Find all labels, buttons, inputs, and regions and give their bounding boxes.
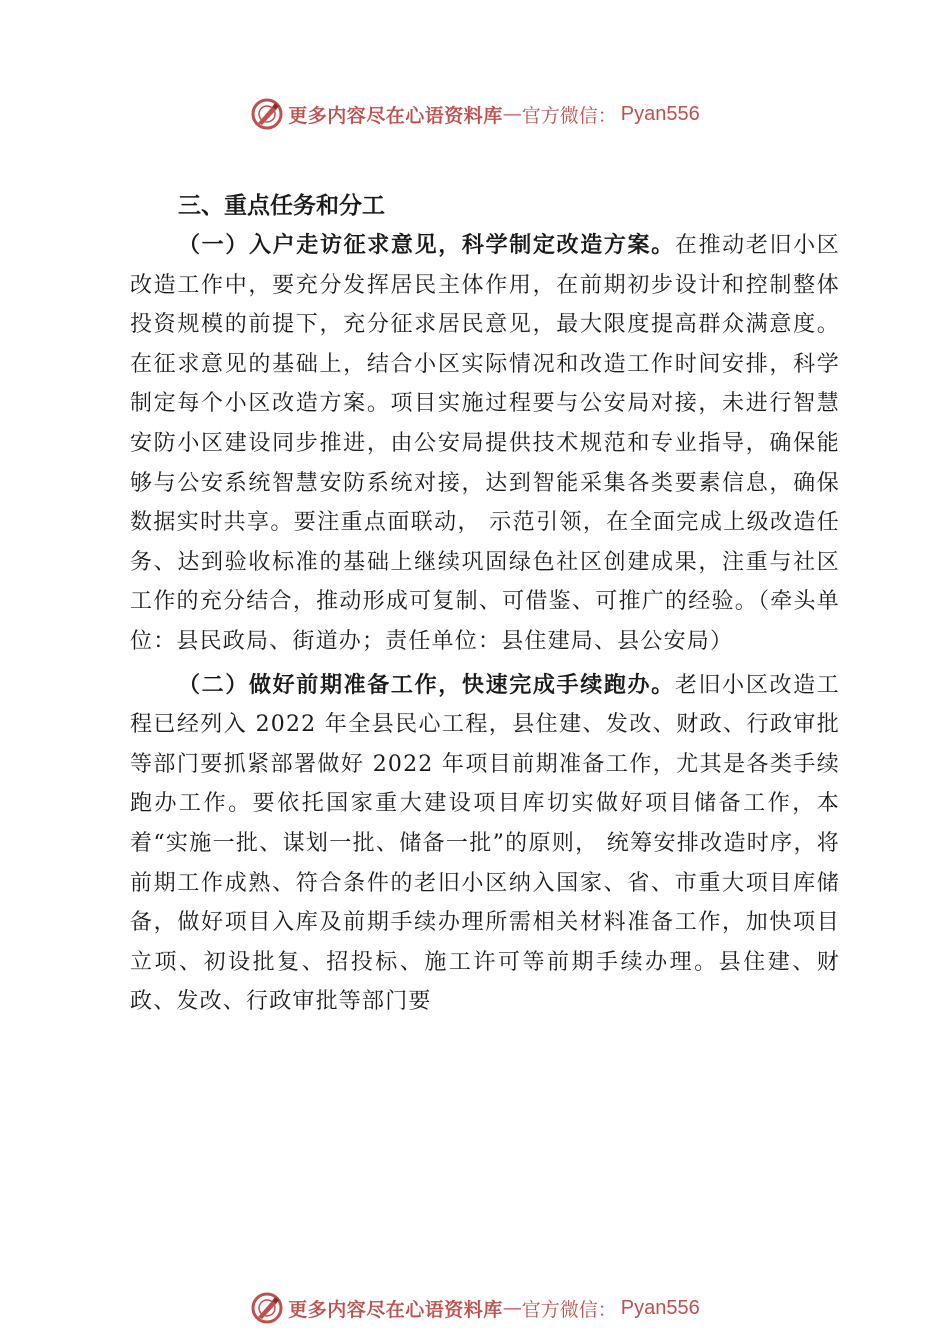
paragraph-2-lead: （二）做好前期准备工作，快速完成手续跑办。	[178, 671, 675, 698]
banner-title: 更多内容尽在心语资料库	[288, 104, 503, 127]
header-banner	[0, 94, 950, 134]
footer-banner	[0, 1288, 950, 1328]
section-heading: 三、重点任务和分工	[178, 193, 385, 219]
document-body	[130, 186, 840, 1022]
banner-wechat-id: Pyan556	[620, 102, 700, 125]
pen-logo-icon	[250, 1291, 284, 1325]
banner-title: 更多内容尽在心语资料库	[288, 1298, 503, 1321]
paragraph-1	[130, 226, 840, 662]
paragraph-1-lead: （一）入户走访征求意见，科学制定改造方案。	[178, 232, 675, 258]
pen-logo-icon	[250, 97, 284, 131]
banner-wechat-id: Pyan556	[620, 1296, 700, 1319]
banner-wechat-label: 官方微信：	[521, 104, 617, 127]
paragraph-1-body: 在推动老旧小区改造工作中，要充分发挥居民主体作用，在前期初步设计和控制整体投资规模的前提下，充分征求居民意见，最大限度提高群众满意度。在征求意见的基础上，结合小区实际情况和改造工作时间安排，科学制定每个小区改造方案。项目实施过程要与公安局对接，未进行智慧安防小区建设同步推进，由公安局提供技术规范和专业指导，确保能够与公安系统智慧安防系统对接，达到智能采集各类要素信息，确保数据实时共享。要注重点面联动， 示范引领，在全面完成上级改造任务、达到验收标准的基础上继续巩固绿色社区创建成果，注重与社区工作的充分结合，推动形成可复制、可借鉴、可推广的经验。（牵头单位：县民政局、街道办；责任单位：县住建局、县公安局）	[130, 233, 840, 654]
paragraph-2-body: 老旧小区改造工程已经列入 2022 年全县民心工程，县住建、发改、财政、行政审批等部门要抓紧部署做好 2022 年项目前期准备工作，尤其是各类手续跑办工作。要依托国家重大建设项目库切实做好项目储备工作，本着“实施一批、谋划一批、储备一批”的原则， 统筹安排改造时序，将前期工作成熟、符合条件的老旧小区纳入国家、省、市重大项目库储备，做好项目入库及前期手续办理所需相关材料准备工作，加快项目立项、初设批复、招投标、施工许可等前期手续办理。县住建、财政、发改、行政审批等部门要	[130, 672, 840, 1015]
banner-separator: —	[502, 103, 522, 125]
banner-separator: —	[502, 1297, 522, 1319]
paragraph-2	[130, 666, 840, 1022]
banner-wechat-label: 官方微信：	[521, 1298, 617, 1321]
